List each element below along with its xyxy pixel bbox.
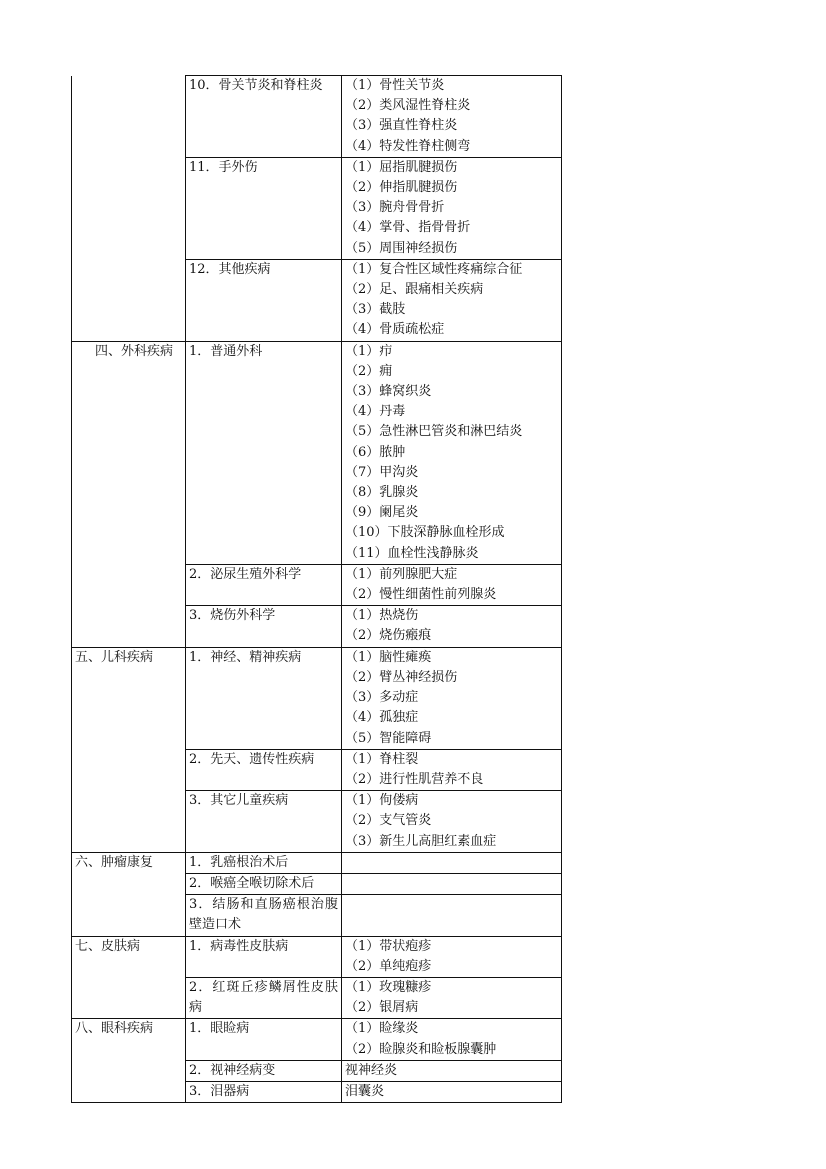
list-item: （3）蜂窝织炎 xyxy=(345,384,432,400)
list-item: （1）疖 xyxy=(345,343,393,359)
items-cell xyxy=(342,895,562,936)
list-item: （1）屈指肌腱损伤 xyxy=(345,159,458,175)
list-item: （1）前列腺肥大症 xyxy=(345,566,458,582)
list-item: （5）急性淋巴管炎和淋巴结炎 xyxy=(345,424,523,440)
list-item: （4）掌骨、指骨骨折 xyxy=(345,220,471,236)
list-item: （1）热烧伤 xyxy=(345,608,419,624)
table-row xyxy=(72,341,562,564)
items-cell xyxy=(342,1060,562,1081)
table-row xyxy=(72,647,562,749)
list-item: 泪囊炎 xyxy=(345,1083,385,1099)
items-cell xyxy=(342,873,562,894)
list-item: （4）丹毒 xyxy=(345,404,406,420)
items-cell xyxy=(342,564,562,605)
subcategory-cell: 3．烧伤外科学 xyxy=(186,606,342,647)
subcategory-cell: 11．手外伤 xyxy=(186,157,342,259)
list-item: （2）慢性细菌性前列腺炎 xyxy=(345,587,497,603)
list-item: （1）脑性瘫痪 xyxy=(345,649,432,665)
list-item: （10）下肢深静脉血栓形成 xyxy=(345,525,505,541)
disease-table-body xyxy=(72,76,562,1103)
subcategory-cell: 2．泌尿生殖外科学 xyxy=(186,564,342,605)
table-row xyxy=(72,852,562,873)
list-item: （2）睑腺炎和睑板腺囊肿 xyxy=(345,1041,497,1057)
category-cell: 五、儿科疾病 xyxy=(72,647,186,852)
list-item: （2）类风湿性脊柱炎 xyxy=(345,98,471,114)
subcategory-cell: 2．喉癌全喉切除术后 xyxy=(186,873,342,894)
subcategory-cell: 12．其他疾病 xyxy=(186,259,342,341)
list-item: （2）支气管炎 xyxy=(345,813,432,829)
list-item: （3）新生儿高胆红素血症 xyxy=(345,833,497,849)
list-item: （2）烧伤瘢痕 xyxy=(345,628,432,644)
table-row xyxy=(72,76,562,158)
subcategory-cell: 2．视神经病变 xyxy=(186,1060,342,1081)
items-cell xyxy=(342,977,562,1018)
list-item: （3）腕舟骨骨折 xyxy=(345,200,445,216)
items-cell xyxy=(342,936,562,977)
list-item: （9）阑尾炎 xyxy=(345,505,419,521)
items-cell xyxy=(342,76,562,158)
list-item: （3）截肢 xyxy=(345,302,406,318)
table-row xyxy=(72,1019,562,1060)
items-cell xyxy=(342,157,562,259)
items-cell xyxy=(342,606,562,647)
items-cell xyxy=(342,791,562,853)
subcategory-cell: 3．泪器病 xyxy=(186,1081,342,1102)
list-item: （1）复合性区域性疼痛综合征 xyxy=(345,261,523,277)
subcategory-cell: 1．神经、精神疾病 xyxy=(186,647,342,749)
list-item: （6）脓肿 xyxy=(345,444,406,460)
list-item: （1）骨性关节炎 xyxy=(345,78,445,93)
list-item: （4）特发性脊柱侧弯 xyxy=(345,138,471,154)
list-item: （2）痈 xyxy=(345,363,393,379)
disease-table xyxy=(71,75,562,1103)
list-item: （4）骨质疏松症 xyxy=(345,322,445,338)
items-cell xyxy=(342,1081,562,1102)
category-cell: 四、外科疾病 xyxy=(72,341,186,647)
list-item: （2）足、跟痛相关疾病 xyxy=(345,282,484,298)
category-cell: 七、皮肤病 xyxy=(72,936,186,1019)
table-row xyxy=(72,936,562,977)
list-item: （2）银屑病 xyxy=(345,1000,419,1016)
list-item: （1）睑缘炎 xyxy=(345,1021,419,1037)
items-cell xyxy=(342,341,562,564)
list-item: （1）玫瑰糠疹 xyxy=(345,979,432,995)
subcategory-cell: 1．乳癌根治术后 xyxy=(186,852,342,873)
list-item: （11）血栓性浅静脉炎 xyxy=(345,545,479,561)
list-item: （5）周围神经损伤 xyxy=(345,240,458,256)
items-cell xyxy=(342,259,562,341)
list-item: （8）乳腺炎 xyxy=(345,485,419,501)
category-cell: 八、眼科疾病 xyxy=(72,1019,186,1103)
category-cell: 六、肿瘤康复 xyxy=(72,852,186,936)
list-item: （4）孤独症 xyxy=(345,710,419,726)
list-item: （5）智能障碍 xyxy=(345,730,432,746)
subcategory-cell: 3．结肠和直肠癌根治腹壁造口术 xyxy=(186,895,342,936)
list-item: （1）带状疱疹 xyxy=(345,938,432,954)
subcategory-cell: 2．先天、遗传性疾病 xyxy=(186,749,342,790)
subcategory-cell: 10．骨关节炎和脊柱炎 xyxy=(186,76,342,158)
items-cell xyxy=(342,749,562,790)
list-item: （3）强直性脊柱炎 xyxy=(345,118,458,134)
list-item: （3）多动症 xyxy=(345,690,419,706)
items-cell xyxy=(342,1019,562,1060)
subcategory-cell: 1．普通外科 xyxy=(186,341,342,564)
list-item: （2）臂丛神经损伤 xyxy=(345,669,458,685)
list-item: （2）伸指肌腱损伤 xyxy=(345,180,458,196)
subcategory-cell: 3．其它儿童疾病 xyxy=(186,791,342,853)
subcategory-cell: 1．眼睑病 xyxy=(186,1019,342,1060)
list-item: （1）佝偻病 xyxy=(345,793,419,809)
category-cell xyxy=(72,76,186,342)
list-item: 视神经炎 xyxy=(345,1062,398,1078)
items-cell xyxy=(342,852,562,873)
list-item: （2）进行性肌营养不良 xyxy=(345,771,484,787)
items-cell xyxy=(342,647,562,749)
list-item: （7）甲沟炎 xyxy=(345,464,419,480)
subcategory-cell: 1．病毒性皮肤病 xyxy=(186,936,342,977)
list-item: （1）脊柱裂 xyxy=(345,751,419,767)
list-item: （2）单纯疱疹 xyxy=(345,958,432,974)
subcategory-cell: 2．红斑丘疹鳞屑性皮肤病 xyxy=(186,977,342,1018)
